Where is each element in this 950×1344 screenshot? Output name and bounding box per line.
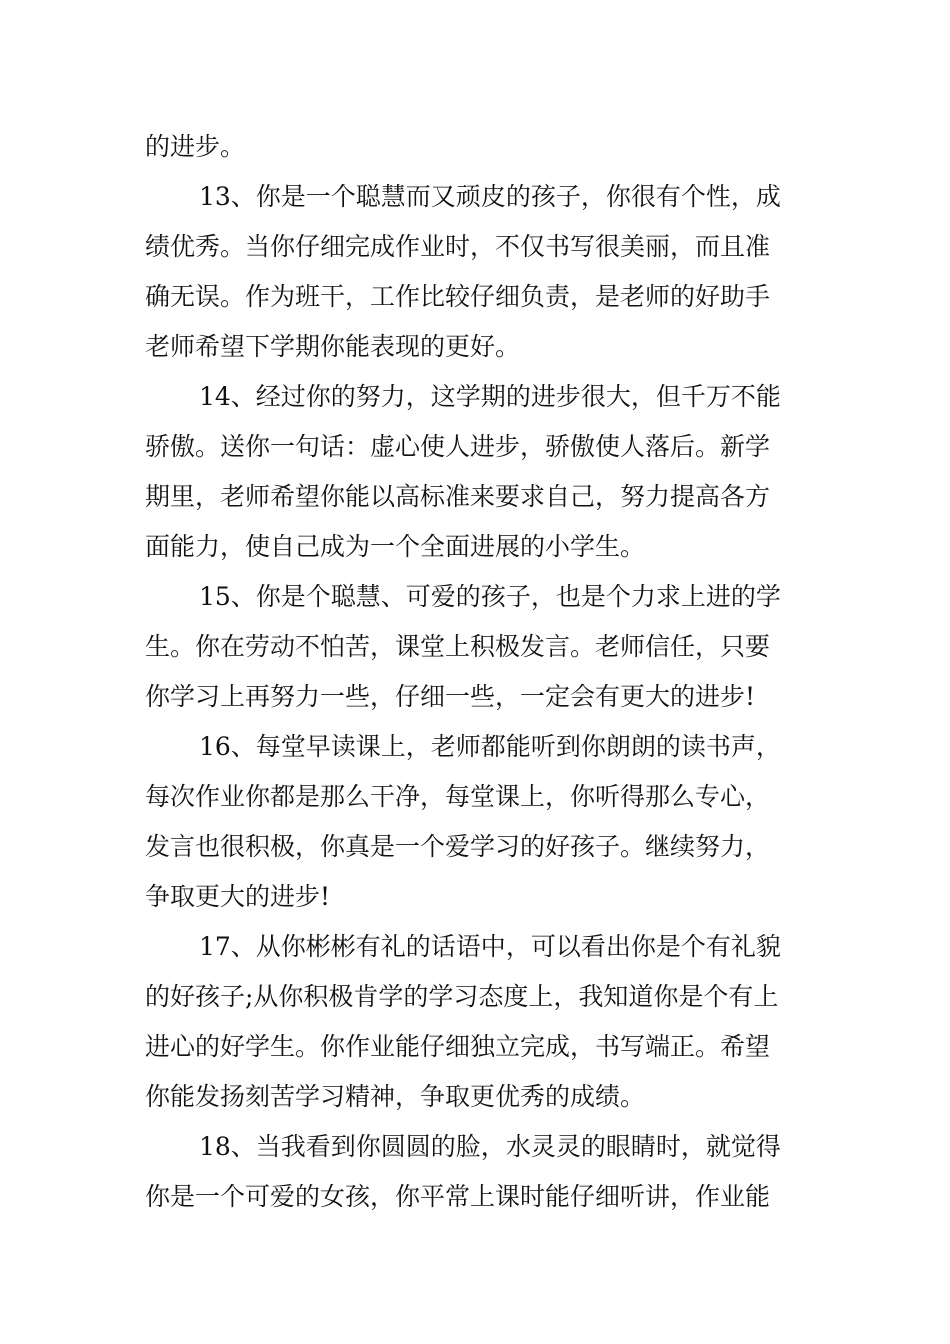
text-line: 你学习上再努力一些，仔细一些，一定会有更大的进步!	[145, 682, 756, 711]
body-text	[145, 122, 807, 1222]
text-line: 你能发扬刻苦学习精神，争取更优秀的成绩。	[145, 1082, 646, 1111]
text-line: 争取更大的进步!	[145, 882, 331, 911]
text-line: 14、经过你的努力，这学期的进步很大，但千万不能	[199, 382, 781, 411]
text-line: 进心的好学生。你作业能仔细独立完成，书写端正。希望	[145, 1032, 771, 1061]
text-line: 你是一个可爱的女孩，你平常上课时能仔细听讲，作业能	[145, 1182, 771, 1211]
text-line: 每次作业你都是那么干净，每堂课上，你听得那么专心，	[145, 782, 771, 811]
text-line: 18、当我看到你圆圆的脸，水灵灵的眼睛时，就觉得	[199, 1132, 781, 1161]
text-line: 的好孩子;从你积极肯学的学习态度上，我知道你是个有上	[145, 982, 779, 1011]
text-line: 13、你是一个聪慧而又顽皮的孩子，你很有个性，成	[199, 182, 781, 211]
text-line: 老师希望下学期你能表现的更好。	[145, 332, 521, 361]
text-line: 期里，老师希望你能以高标准来要求自己，努力提高各方	[145, 482, 771, 511]
text-line: 的进步。	[145, 132, 246, 161]
text-line: 15、你是个聪慧、可爱的孩子，也是个力求上进的学	[199, 582, 781, 611]
text-line: 面能力，使自己成为一个全面进展的小学生。	[145, 532, 646, 561]
text-line: 16、每堂早读课上，老师都能听到你朗朗的读书声，	[199, 732, 781, 761]
text-line: 发言也很积极，你真是一个爱学习的好孩子。继续努力，	[145, 832, 771, 861]
text-line: 确无误。作为班干，工作比较仔细负责，是老师的好助手	[145, 282, 771, 311]
text-line: 绩优秀。当你仔细完成作业时，不仅书写很美丽，而且准	[145, 232, 771, 261]
text-line: 17、从你彬彬有礼的话语中，可以看出你是个有礼貌	[199, 932, 781, 961]
text-line: 生。你在劳动不怕苦，课堂上积极发言。老师信任，只要	[145, 632, 771, 661]
text-line: 骄傲。送你一句话：虚心使人进步，骄傲使人落后。新学	[145, 432, 771, 461]
